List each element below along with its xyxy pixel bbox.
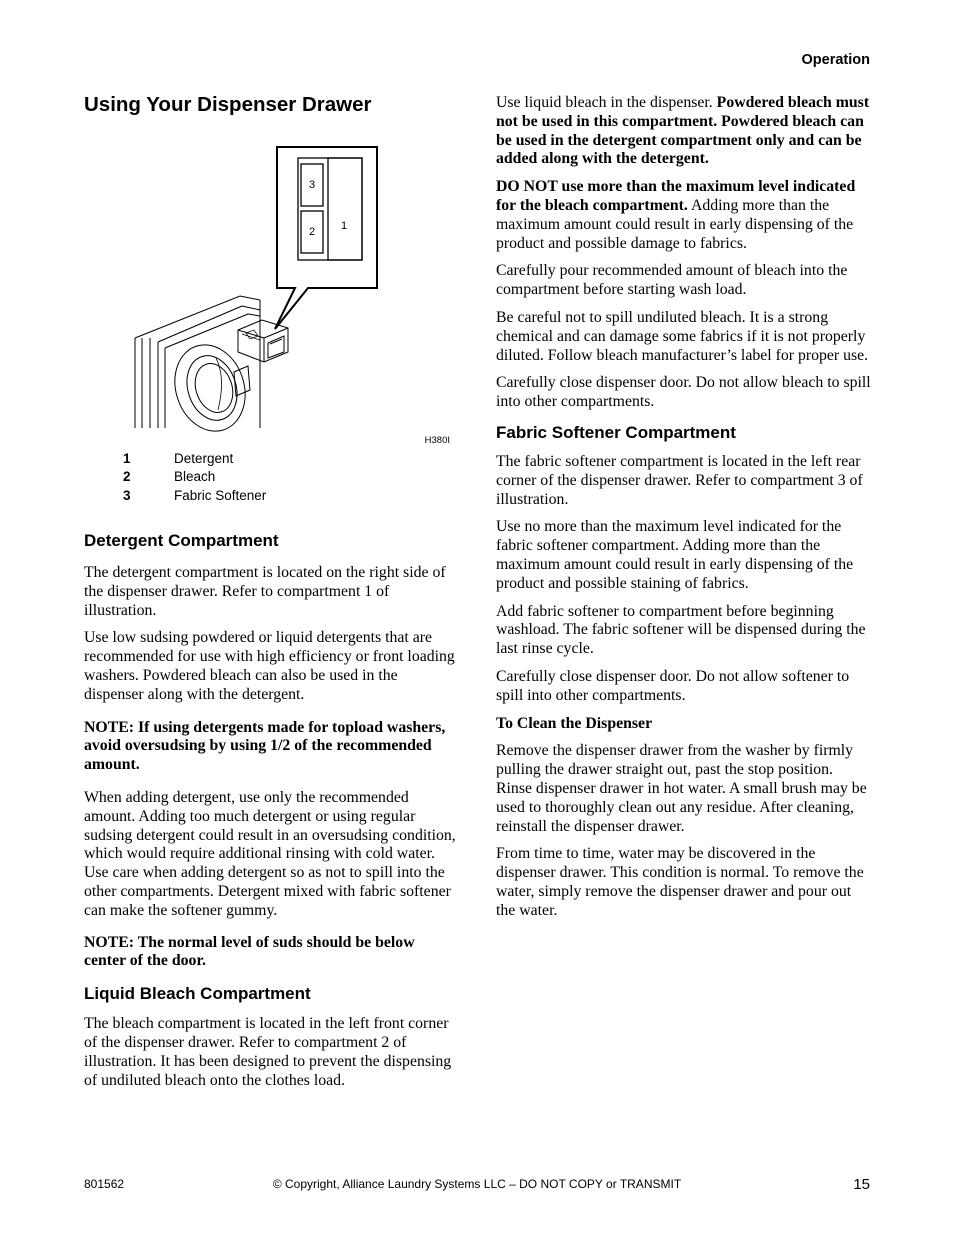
- callout-3: 3: [308, 179, 316, 191]
- figure-code: H380I: [424, 435, 450, 446]
- page-number: 15: [853, 1176, 870, 1193]
- callout-2: 2: [308, 226, 316, 238]
- softener-paragraph-1: The fabric softener compartment is located in the left rear corner of the dispenser drawer. Refer to compartment 3 of illustration.: [496, 452, 863, 508]
- legend-number: 1: [123, 451, 131, 466]
- clean-paragraph-2: From time to time, water may be discovered in the dispenser drawer. This condition is normal. To remove the water, simply remove the dispenser drawer and pour out the water.: [496, 845, 864, 919]
- bleach-paragraph-6: Carefully close dispenser door. Do not allow bleach to spill into other compartments.: [496, 374, 871, 411]
- detergent-paragraph-2: Use low sudsing powdered or liquid detergents that are recommended for use with high efficiency or front loading washers. Powdered bleach can also be used in the dispenser along with the detergent.: [84, 629, 455, 703]
- legend-label: Bleach: [174, 469, 216, 485]
- bleach-paragraph-4: Carefully pour recommended amount of bleach into the compartment before starting wash load.: [496, 262, 848, 299]
- legend-label: Detergent: [174, 451, 234, 466]
- softener-paragraph-4: Carefully close dispenser door. Do not allow softener to spill into other compartments.: [496, 667, 850, 704]
- legend-label: Fabric Softener: [174, 487, 267, 503]
- left-column: [84, 531, 459, 1099]
- detergent-note-1: NOTE: If using detergents made for topload washers, avoid oversudsing by using 1/2 of the recommended amount.: [84, 718, 446, 774]
- copyright-notice: © Copyright, Alliance Laundry Systems LLC – DO NOT COPY or TRANSMIT: [272, 1177, 682, 1191]
- softener-heading: Fabric Softener Compartment: [496, 422, 736, 442]
- bleach-paragraph-3: [496, 178, 871, 253]
- callout-1: 1: [340, 220, 348, 232]
- bleach-paragraph-3-text: Adding more than the maximum amount could result in early dispensing of the product and possible damage to fabrics.: [496, 196, 854, 252]
- bleach-paragraph-1: The bleach compartment is located in the left front corner of the dispenser drawer. Refer to compartment 2 of illustration. It has been designed to prevent the dispensing of undiluted bleach onto the clothes load.: [84, 1015, 452, 1089]
- detergent-paragraph-1: The detergent compartment is located on the right side of the dispenser drawer. Refer to compartment 1 of illustration.: [84, 564, 446, 619]
- clean-heading: To Clean the Dispenser: [496, 714, 653, 732]
- clean-paragraph-1: Remove the dispenser drawer from the washer by firmly pulling the drawer straight out, past the stop position. Rinse dispenser drawer in hot water. A small brush may be used to thoroughly clean out any residue. After cleaning, reinstall the dispenser drawer.: [496, 742, 867, 835]
- detergent-note-2: NOTE: The normal level of suds should be below center of the door.: [84, 933, 415, 970]
- running-header: Operation: [801, 52, 870, 68]
- softener-paragraph-2: Use no more than the maximum level indicated for the fabric softener compartment. Adding more than the maximum amount could result in early dispensing of the product and possible staining of fabrics.: [496, 518, 854, 592]
- bleach-paragraph-2-text: Use liquid bleach in the dispenser.: [496, 94, 717, 111]
- bleach-paragraph-2: [496, 94, 871, 169]
- bleach-paragraph-2-bold: Powdered bleach must not be used in this compartment. Powdered bleach can be used in the detergent compartment only and can be added along with the detergent.: [496, 94, 870, 168]
- page-title: Using Your Dispenser Drawer: [84, 93, 372, 116]
- detergent-heading: Detergent Compartment: [84, 531, 279, 550]
- bleach-paragraph-3-bold: DO NOT use more than the maximum level indicated for the bleach compartment.: [496, 178, 856, 214]
- legend-row: [123, 450, 266, 468]
- legend-row: [123, 487, 266, 505]
- bleach-paragraph-5: Be careful not to spill undiluted bleach. It is a strong chemical and can damage some fabrics if it is not properly diluted. Follow bleach manufacturer’s label for proper use.: [496, 308, 869, 364]
- detergent-paragraph-3: When adding detergent, use only the recommended amount. Adding too much detergent or using regular sudsing detergent could result in an oversudsing condition, which would require additional rinsing with cold water. Use care when adding detergent so as not to spill into the other compartments. Detergent mixed with fabric softener can make the softener gummy.: [84, 788, 456, 919]
- softener-paragraph-3: Add fabric softener to compartment before beginning washload. The fabric softener will be dispensed during the last rinse cycle.: [496, 602, 866, 658]
- legend-number: 2: [123, 469, 131, 485]
- dispenser-illustration: [130, 140, 460, 450]
- right-column: [496, 94, 871, 929]
- figure-legend: [123, 450, 266, 505]
- legend-number: 3: [123, 487, 131, 503]
- legend-row: [123, 468, 266, 486]
- document-number: 801562: [84, 1177, 125, 1191]
- bleach-heading: Liquid Bleach Compartment: [84, 984, 311, 1004]
